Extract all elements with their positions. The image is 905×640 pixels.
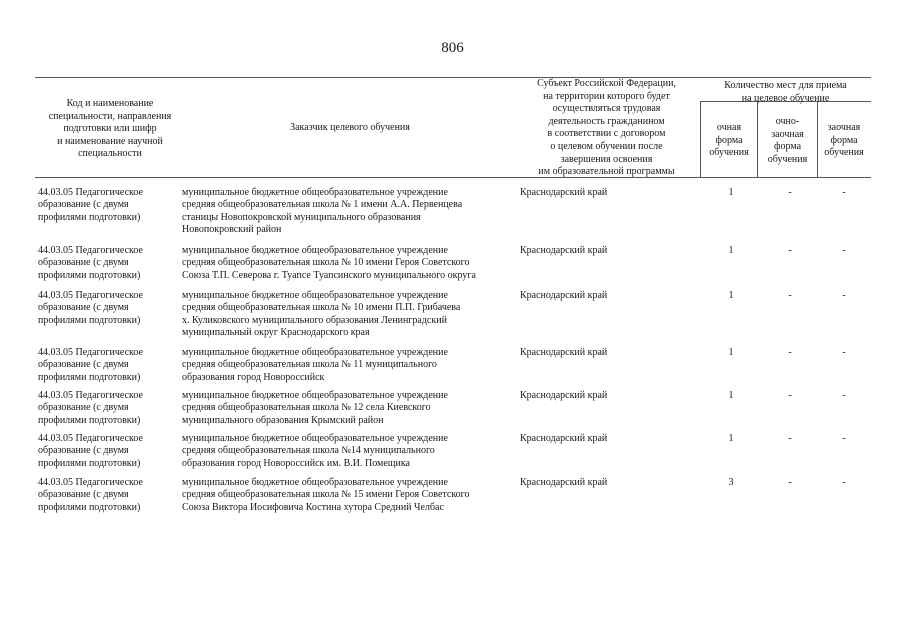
code-cell: 44.03.05 Педагогическое образование (с двумя профилями подготовки) <box>38 477 143 513</box>
customer-cell: муниципальное бюджетное общеобразовательное учреждение средняя общеобразовательная школа № 1 имени А.А. Первенцева станицы Новопокровской муниципального образования Новопокровский район <box>182 187 463 236</box>
table-top-rule <box>35 77 871 78</box>
header-fulltime: очная форма обучения <box>709 122 749 159</box>
distance-cell: - <box>842 390 846 401</box>
header-code: Код и наименование специальности, направления подготовки или шифр и наименование научной специальности <box>48 98 172 160</box>
header-region: Субъект Российской Федерации, на территории которого будет осуществляться трудовая деятельность гражданином в соответствии с договором о целевом обучении после завершения освоения им образовательной программы <box>537 78 676 178</box>
mixed-cell: - <box>788 477 792 488</box>
mixed-cell: - <box>788 245 792 256</box>
table-row <box>0 433 905 477</box>
header-customer: Заказчик целевого обучения <box>290 122 410 133</box>
distance-cell: - <box>842 245 846 256</box>
header-distance: заочная форма обучения <box>824 122 864 159</box>
fulltime-cell: 1 <box>728 187 734 198</box>
table-row <box>0 347 905 390</box>
customer-cell: муниципальное бюджетное общеобразовательное учреждение средняя общеобразовательная школа № 10 имени П.П. Грибачева х. Куликовского муниципального образования Ленинградский муниципальный округ Краснодарского края <box>182 290 461 339</box>
customer-cell: муниципальное бюджетное общеобразовательное учреждение средняя общеобразовательная школа № 10 имени Героя Советского Союза Т.П. Северова г. Туапсе Туапсинского муниципального округа <box>182 245 476 281</box>
table-body <box>0 187 905 522</box>
customer-cell: муниципальное бюджетное общеобразовательное учреждение средняя общеобразовательная школа № 11 муниципального образования город Новороссийск <box>182 347 448 383</box>
fulltime-cell: 1 <box>728 290 734 301</box>
fulltime-cell: 1 <box>728 347 734 358</box>
table-row <box>0 477 905 522</box>
table-row <box>0 390 905 433</box>
customer-cell: муниципальное бюджетное общеобразовательное учреждение средняя общеобразовательная школа № 12 села Киевского муниципального образования Крымский район <box>182 390 448 426</box>
fulltime-cell: 1 <box>728 433 734 444</box>
table-row <box>0 290 905 347</box>
mixed-cell: - <box>788 187 792 198</box>
region-cell: Краснодарский край <box>520 245 608 256</box>
customer-cell: муниципальное бюджетное общеобразовательное учреждение средняя общеобразовательная школа №14 муниципального образования город Новороссийск им. В.И. Помещика <box>182 433 448 469</box>
region-cell: Краснодарский край <box>520 347 608 358</box>
table-row <box>0 245 905 290</box>
header-mixed: очно- заочная форма обучения <box>767 116 808 165</box>
table-row <box>0 187 905 245</box>
mixed-cell: - <box>788 347 792 358</box>
mixed-cell: - <box>788 390 792 401</box>
code-cell: 44.03.05 Педагогическое образование (с двумя профилями подготовки) <box>38 347 143 383</box>
region-cell: Краснодарский край <box>520 477 608 488</box>
customer-cell: муниципальное бюджетное общеобразовательное учреждение средняя общеобразовательная школа № 15 имени Героя Советского Союза Виктора Иосифовича Костина хутора Средний Челбас <box>182 477 470 513</box>
distance-cell: - <box>842 477 846 488</box>
page-number: 806 <box>441 40 464 56</box>
region-cell: Краснодарский край <box>520 433 608 444</box>
region-cell: Краснодарский край <box>520 390 608 401</box>
header-places: Количество мест для приема на целевое обучение <box>724 80 847 104</box>
fulltime-cell: 1 <box>728 245 734 256</box>
distance-cell: - <box>842 433 846 444</box>
region-cell: Краснодарский край <box>520 187 608 198</box>
code-cell: 44.03.05 Педагогическое образование (с двумя профилями подготовки) <box>38 245 143 281</box>
distance-cell: - <box>842 290 846 301</box>
fulltime-cell: 1 <box>728 390 734 401</box>
code-cell: 44.03.05 Педагогическое образование (с двумя профилями подготовки) <box>38 433 143 469</box>
distance-cell: - <box>842 347 846 358</box>
fulltime-cell: 3 <box>728 477 734 488</box>
region-cell: Краснодарский край <box>520 290 608 301</box>
mixed-cell: - <box>788 290 792 301</box>
code-cell: 44.03.05 Педагогическое образование (с двумя профилями подготовки) <box>38 187 143 223</box>
header-divider <box>700 101 701 177</box>
code-cell: 44.03.05 Педагогическое образование (с двумя профилями подготовки) <box>38 390 143 426</box>
header-divider <box>757 101 758 177</box>
mixed-cell: - <box>788 433 792 444</box>
code-cell: 44.03.05 Педагогическое образование (с двумя профилями подготовки) <box>38 290 143 326</box>
distance-cell: - <box>842 187 846 198</box>
table-header-bottom-rule <box>35 177 871 178</box>
